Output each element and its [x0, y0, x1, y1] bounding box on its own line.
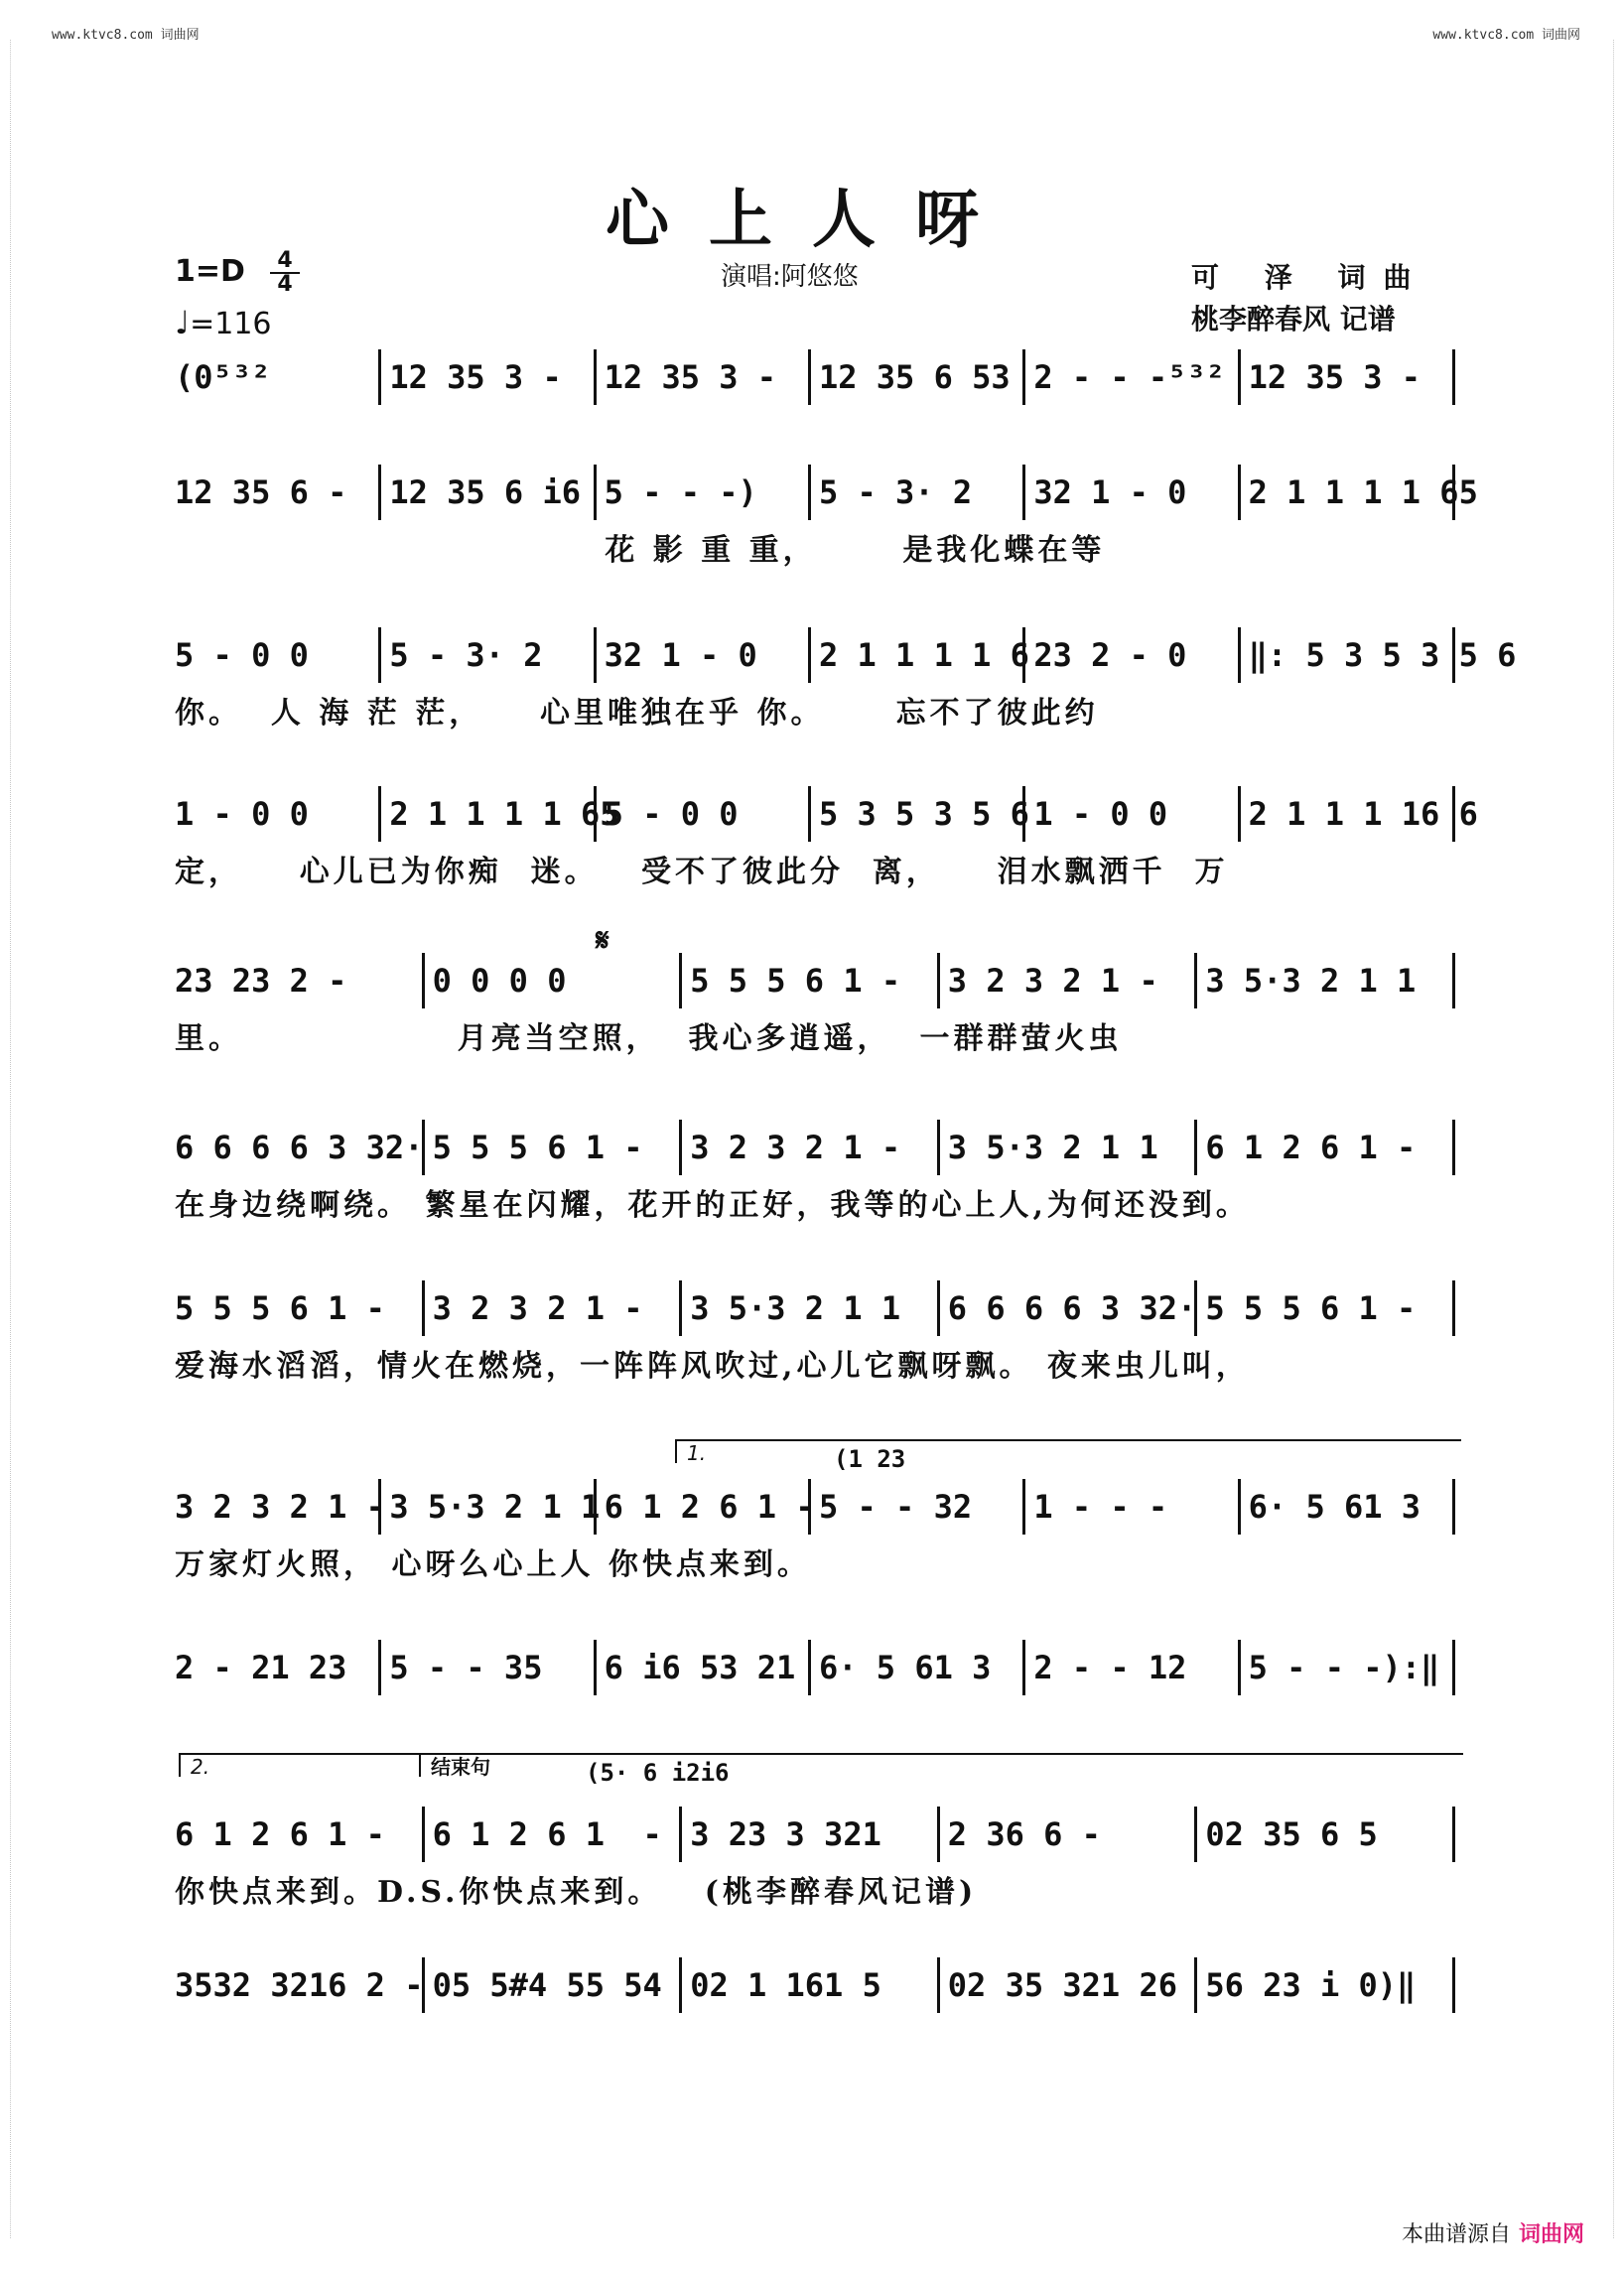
score-system — [175, 953, 1455, 1062]
measure: 5 3 5 3 5 6 — [808, 786, 1022, 842]
measure: ‖: 5 3 5 3 5 6 — [1238, 627, 1455, 683]
score-system — [175, 1479, 1455, 1588]
score-system — [175, 1120, 1455, 1229]
score-system — [175, 1280, 1455, 1390]
measure: 6 1 2 6 1 - — [422, 1807, 680, 1862]
measure: 3 5·3 2 1 1 — [1194, 953, 1455, 1008]
notes-row — [175, 1280, 1455, 1336]
measure: 3 2 3 2 1 - — [937, 953, 1195, 1008]
measure: 5 - 0 0 — [175, 636, 309, 674]
measure: 6· 5 61 3 — [808, 1640, 1022, 1695]
notes-row — [175, 1479, 1455, 1535]
measure: 6 1 2 6 1 - — [1194, 1120, 1455, 1175]
notes-row — [175, 1957, 1455, 2013]
ending-bracket: 结束句 — [419, 1753, 1463, 1777]
quarter-note-icon: ♩ — [175, 304, 191, 341]
transcriber-credit: 桃李醉春风 记谱 — [1191, 303, 1396, 335]
notes-row — [175, 349, 1455, 405]
score-system — [175, 349, 1455, 459]
lyrics-line: 万家灯火照， 心呀么心上人 你快点来到。 — [175, 1547, 811, 1582]
score-system — [175, 627, 1517, 737]
measure: 02 1 161 5 — [679, 1957, 937, 2013]
measure: 2 - 21 23 — [175, 1649, 347, 1686]
measure: 5 5 5 6 1 - — [175, 1289, 385, 1327]
measure: 3 2 3 2 1 - — [175, 1488, 385, 1526]
measure: 6 i6 53 21 — [594, 1640, 808, 1695]
measure: 23 23 2 - — [175, 962, 347, 1000]
lyrics-line: 里。 月亮当空照， 我心多逍遥， 一群群萤火虫 — [175, 1021, 1123, 1056]
measure: 5 - - 35 — [378, 1640, 593, 1695]
lyrics-line — [175, 2013, 1455, 2067]
measure: 3 5·3 2 1 1 — [679, 1280, 937, 1336]
measure: 2 1 1 1 1 65 — [378, 786, 593, 842]
footer-source-text: 本曲谱源自 — [1401, 2222, 1511, 2247]
footer-brand-link[interactable]: 词曲网 — [1518, 2222, 1584, 2247]
score-system — [175, 786, 1478, 895]
measure: 12 35 6 - — [175, 473, 347, 511]
composer-credit: 可 泽 词曲 — [1191, 261, 1429, 294]
time-numerator: 4 — [277, 248, 293, 273]
score-system — [175, 1640, 1455, 1749]
pickup-notes-1: (1 23 — [834, 1445, 906, 1473]
measure: 5 - 0 0 — [594, 786, 808, 842]
song-title: 心上人呀 — [606, 183, 1018, 257]
measure: 12 35 6 53 — [808, 349, 1022, 405]
measure: 6· 5 61 3 — [1238, 1479, 1455, 1535]
pickup-notes-2: (5· 6 i2i6 — [586, 1759, 730, 1787]
measure: 6 6 6 6 3 32· — [175, 1129, 424, 1166]
measure: 1 - 0 0 — [1022, 786, 1237, 842]
measure: 5 - - 32 — [808, 1479, 1022, 1535]
tempo-marking — [175, 304, 272, 341]
tempo-value: =116 — [190, 307, 272, 341]
score-system — [175, 1957, 1455, 2067]
measure: 5 5 5 6 1 - — [422, 1120, 680, 1175]
singer-credit: 演唱:阿悠悠 — [721, 262, 859, 292]
measure: 0 0 0 0 — [422, 953, 680, 1008]
lyrics-line — [175, 1695, 1455, 1749]
lyrics-line: 定， 心儿已为你痴 迷。 受不了彼此分 离， 泪水飘洒千 万 — [175, 855, 1229, 889]
key-signature: 1=D — [175, 254, 245, 289]
measure: 05 5#4 55 54 — [422, 1957, 680, 2013]
notes-row — [175, 1640, 1455, 1695]
measure: 5 - 3· 2 — [808, 465, 1022, 520]
measure: 2 1 1 1 1 6 — [808, 627, 1022, 683]
measure: 5 - 3· 2 — [378, 627, 593, 683]
measure: 12 35 3 - — [594, 349, 808, 405]
measure: 1 - 0 0 — [175, 795, 309, 833]
measure: 56 23 i 0)‖ — [1194, 1957, 1455, 2013]
notes-row — [175, 465, 1478, 520]
time-signature — [270, 250, 300, 296]
measure: 2 1 1 1 1 65 — [1238, 465, 1455, 520]
lyrics-line: 在身边绕啊绕。 繁星在闪耀，花开的正好，我等的心上人,为何还没到。 — [175, 1188, 1250, 1223]
measure: 2 - - -⁵³² — [1022, 349, 1237, 405]
measure: 12 35 3 - — [378, 349, 593, 405]
measure: 1 - - - — [1022, 1479, 1237, 1535]
measure: 3 23 3 321 — [679, 1807, 937, 1862]
lyrics-line: 花 影 重 重， 是我化蝶在等 — [175, 533, 1106, 568]
time-denominator: 4 — [270, 272, 300, 296]
measure: 6 1 2 6 1 - — [594, 1479, 808, 1535]
measure: 3532 3216 2 - — [175, 1966, 424, 2004]
measure: 5 5 5 6 1 - — [679, 953, 937, 1008]
site-link-right[interactable]: www.ktvc8.com 词曲网 — [1432, 28, 1580, 43]
measure: 2 36 6 - — [937, 1807, 1195, 1862]
notes-row — [175, 1120, 1455, 1175]
measure: 5 - - -) — [594, 465, 808, 520]
lyrics-line — [175, 405, 1455, 459]
notes-row — [175, 627, 1517, 683]
lyrics-line: 你快点来到。D.S.你快点来到。 (桃李醉春风记谱) — [175, 1875, 978, 1910]
site-link-left[interactable]: www.ktvc8.com 词曲网 — [52, 28, 200, 43]
notes-row — [175, 953, 1455, 1008]
left-page-border — [10, 40, 27, 2238]
lyrics-line: 爱海水滔滔，情火在燃烧，一阵阵风吹过,心儿它飘呀飘。 夜来虫儿叫， — [175, 1349, 1250, 1384]
measure: 6 1 2 6 1 - — [175, 1815, 385, 1853]
segno-sign: 𝄋 — [596, 921, 609, 959]
volta-bracket-2: 2. — [179, 1753, 419, 1777]
lyrics-line: 你。 人 海 茫 茫， 心里唯独在乎 你。 忘不了彼此约 — [175, 696, 1099, 731]
measure: 12 35 6 i6 — [378, 465, 593, 520]
measure: (0⁵³² — [175, 358, 271, 396]
score-system — [175, 1807, 1455, 1916]
score-system — [175, 465, 1478, 574]
measure: 5 5 5 6 1 - — [1194, 1280, 1455, 1336]
measure: 3 5·3 2 1 1 — [378, 1479, 593, 1535]
measure: 32 1 - 0 — [594, 627, 808, 683]
footer-source — [1402, 2217, 1584, 2248]
measure: 6 6 6 6 3 32· — [937, 1280, 1195, 1336]
measure: 12 35 3 - — [1238, 349, 1455, 405]
measure: 02 35 6 5 — [1194, 1807, 1455, 1862]
notes-row — [175, 1807, 1455, 1862]
measure: 2 - - 12 — [1022, 1640, 1237, 1695]
volta-bracket-1: 1. — [675, 1439, 1461, 1463]
measure: 23 2 - 0 — [1022, 627, 1237, 683]
measure: 3 2 3 2 1 - — [422, 1280, 680, 1336]
measure: 3 5·3 2 1 1 — [937, 1120, 1195, 1175]
measure: 32 1 - 0 — [1022, 465, 1237, 520]
right-page-border — [1597, 40, 1614, 2238]
notes-row — [175, 786, 1478, 842]
measure: 5 - - -):‖ — [1238, 1640, 1455, 1695]
measure: 3 2 3 2 1 - — [679, 1120, 937, 1175]
measure: 2 1 1 1 16 6 — [1238, 786, 1455, 842]
measure: 02 35 321 26 — [937, 1957, 1195, 2013]
